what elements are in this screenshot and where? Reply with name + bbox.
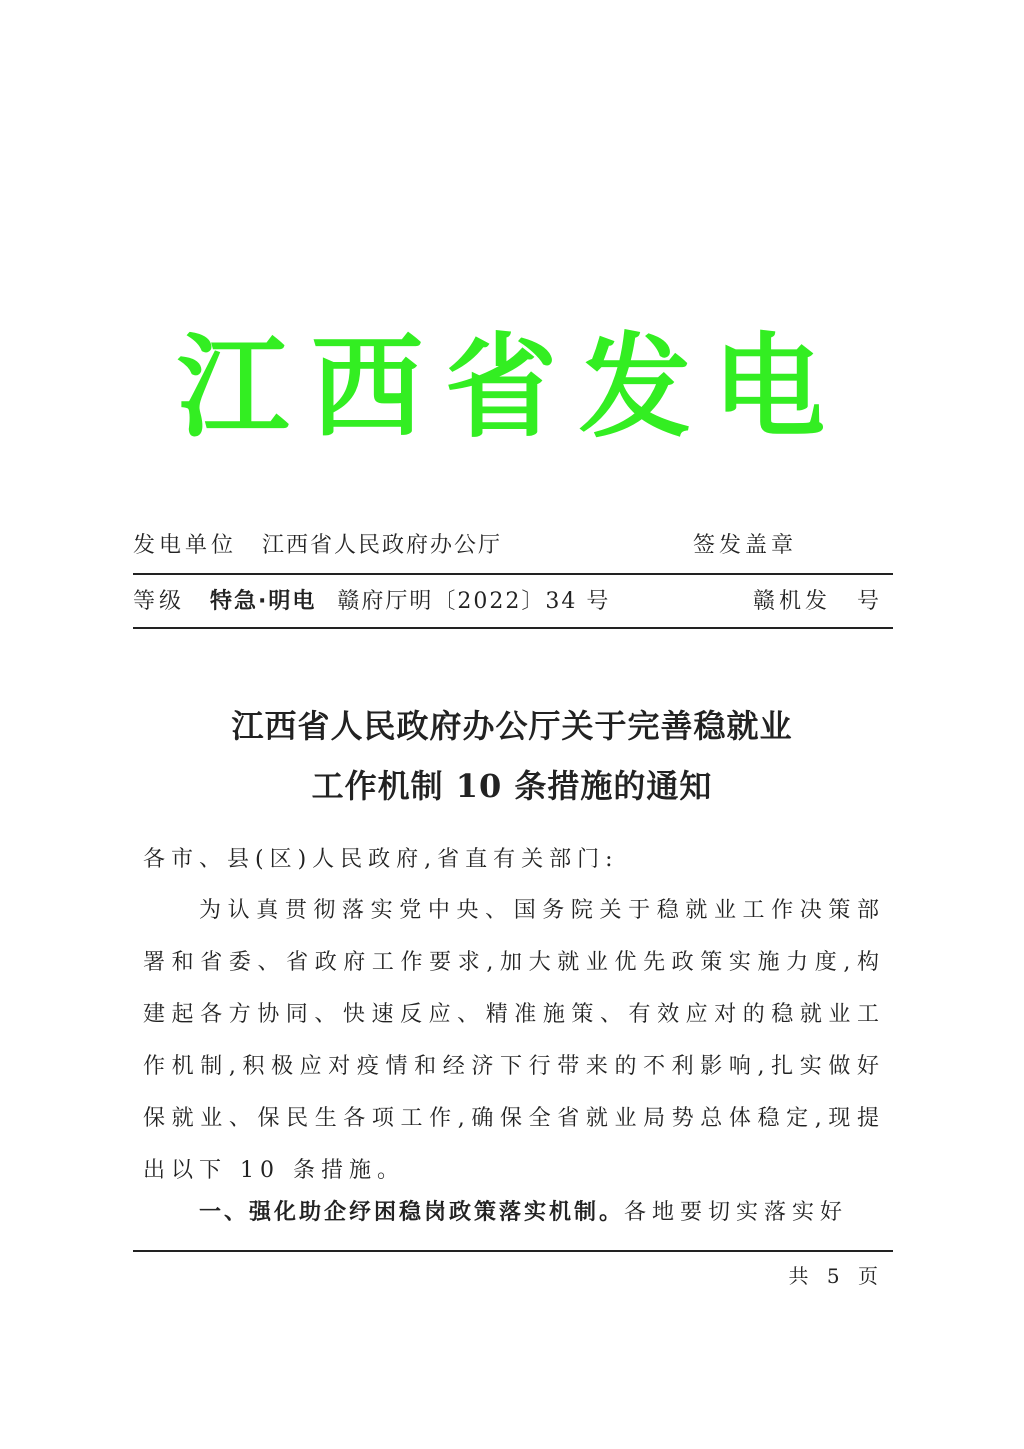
issuer-number-label: 赣机发 号 bbox=[753, 589, 884, 614]
measure-heading-1: 一、强化助企纾困稳岗政策落实机制。 bbox=[199, 1200, 625, 1225]
level-row bbox=[133, 582, 893, 622]
level-value: 特急·明电 bbox=[210, 589, 317, 614]
measure-text-1: 各地要切实落实好 bbox=[624, 1200, 849, 1225]
masthead-title: 江西省发电 bbox=[177, 322, 847, 453]
document-number: 赣府厅明〔2022〕34 号 bbox=[337, 589, 611, 614]
header-divider-1 bbox=[133, 573, 893, 575]
sender-label: 发电单位 bbox=[133, 533, 238, 558]
body-paragraph-2 bbox=[143, 1187, 885, 1239]
level-label: 等级 bbox=[133, 589, 186, 614]
sender-value: 江西省人民政府办公厅 bbox=[262, 533, 503, 558]
footer-divider bbox=[133, 1250, 893, 1252]
sender-row bbox=[133, 526, 893, 566]
document-title-line-1: 江西省人民政府办公厅关于完善稳就业 bbox=[231, 707, 793, 745]
page-count: 共 5 页 bbox=[788, 1264, 884, 1288]
body-paragraph-1: 为认真贯彻落实党中央、国务院关于稳就业工作决策部署和省委、省政府工作要求,加大就业优先政策实施力度,构建起各方协同、快速反应、精准施策、有效应对的稳就业工作机制,积极应对疫情和经济下行带来的不利影响,扎实做好保就业、保民生各项工作,确保全省就业局势总体稳定,现提出以下 10 条措施。 bbox=[143, 898, 885, 1183]
salutation: 各市、县(区)人民政府,省直有关部门: bbox=[143, 847, 619, 872]
sign-seal-label: 签发盖章 bbox=[693, 533, 798, 558]
document-title-line-2: 工作机制 10 条措施的通知 bbox=[311, 767, 713, 805]
header-divider-2 bbox=[133, 627, 893, 629]
